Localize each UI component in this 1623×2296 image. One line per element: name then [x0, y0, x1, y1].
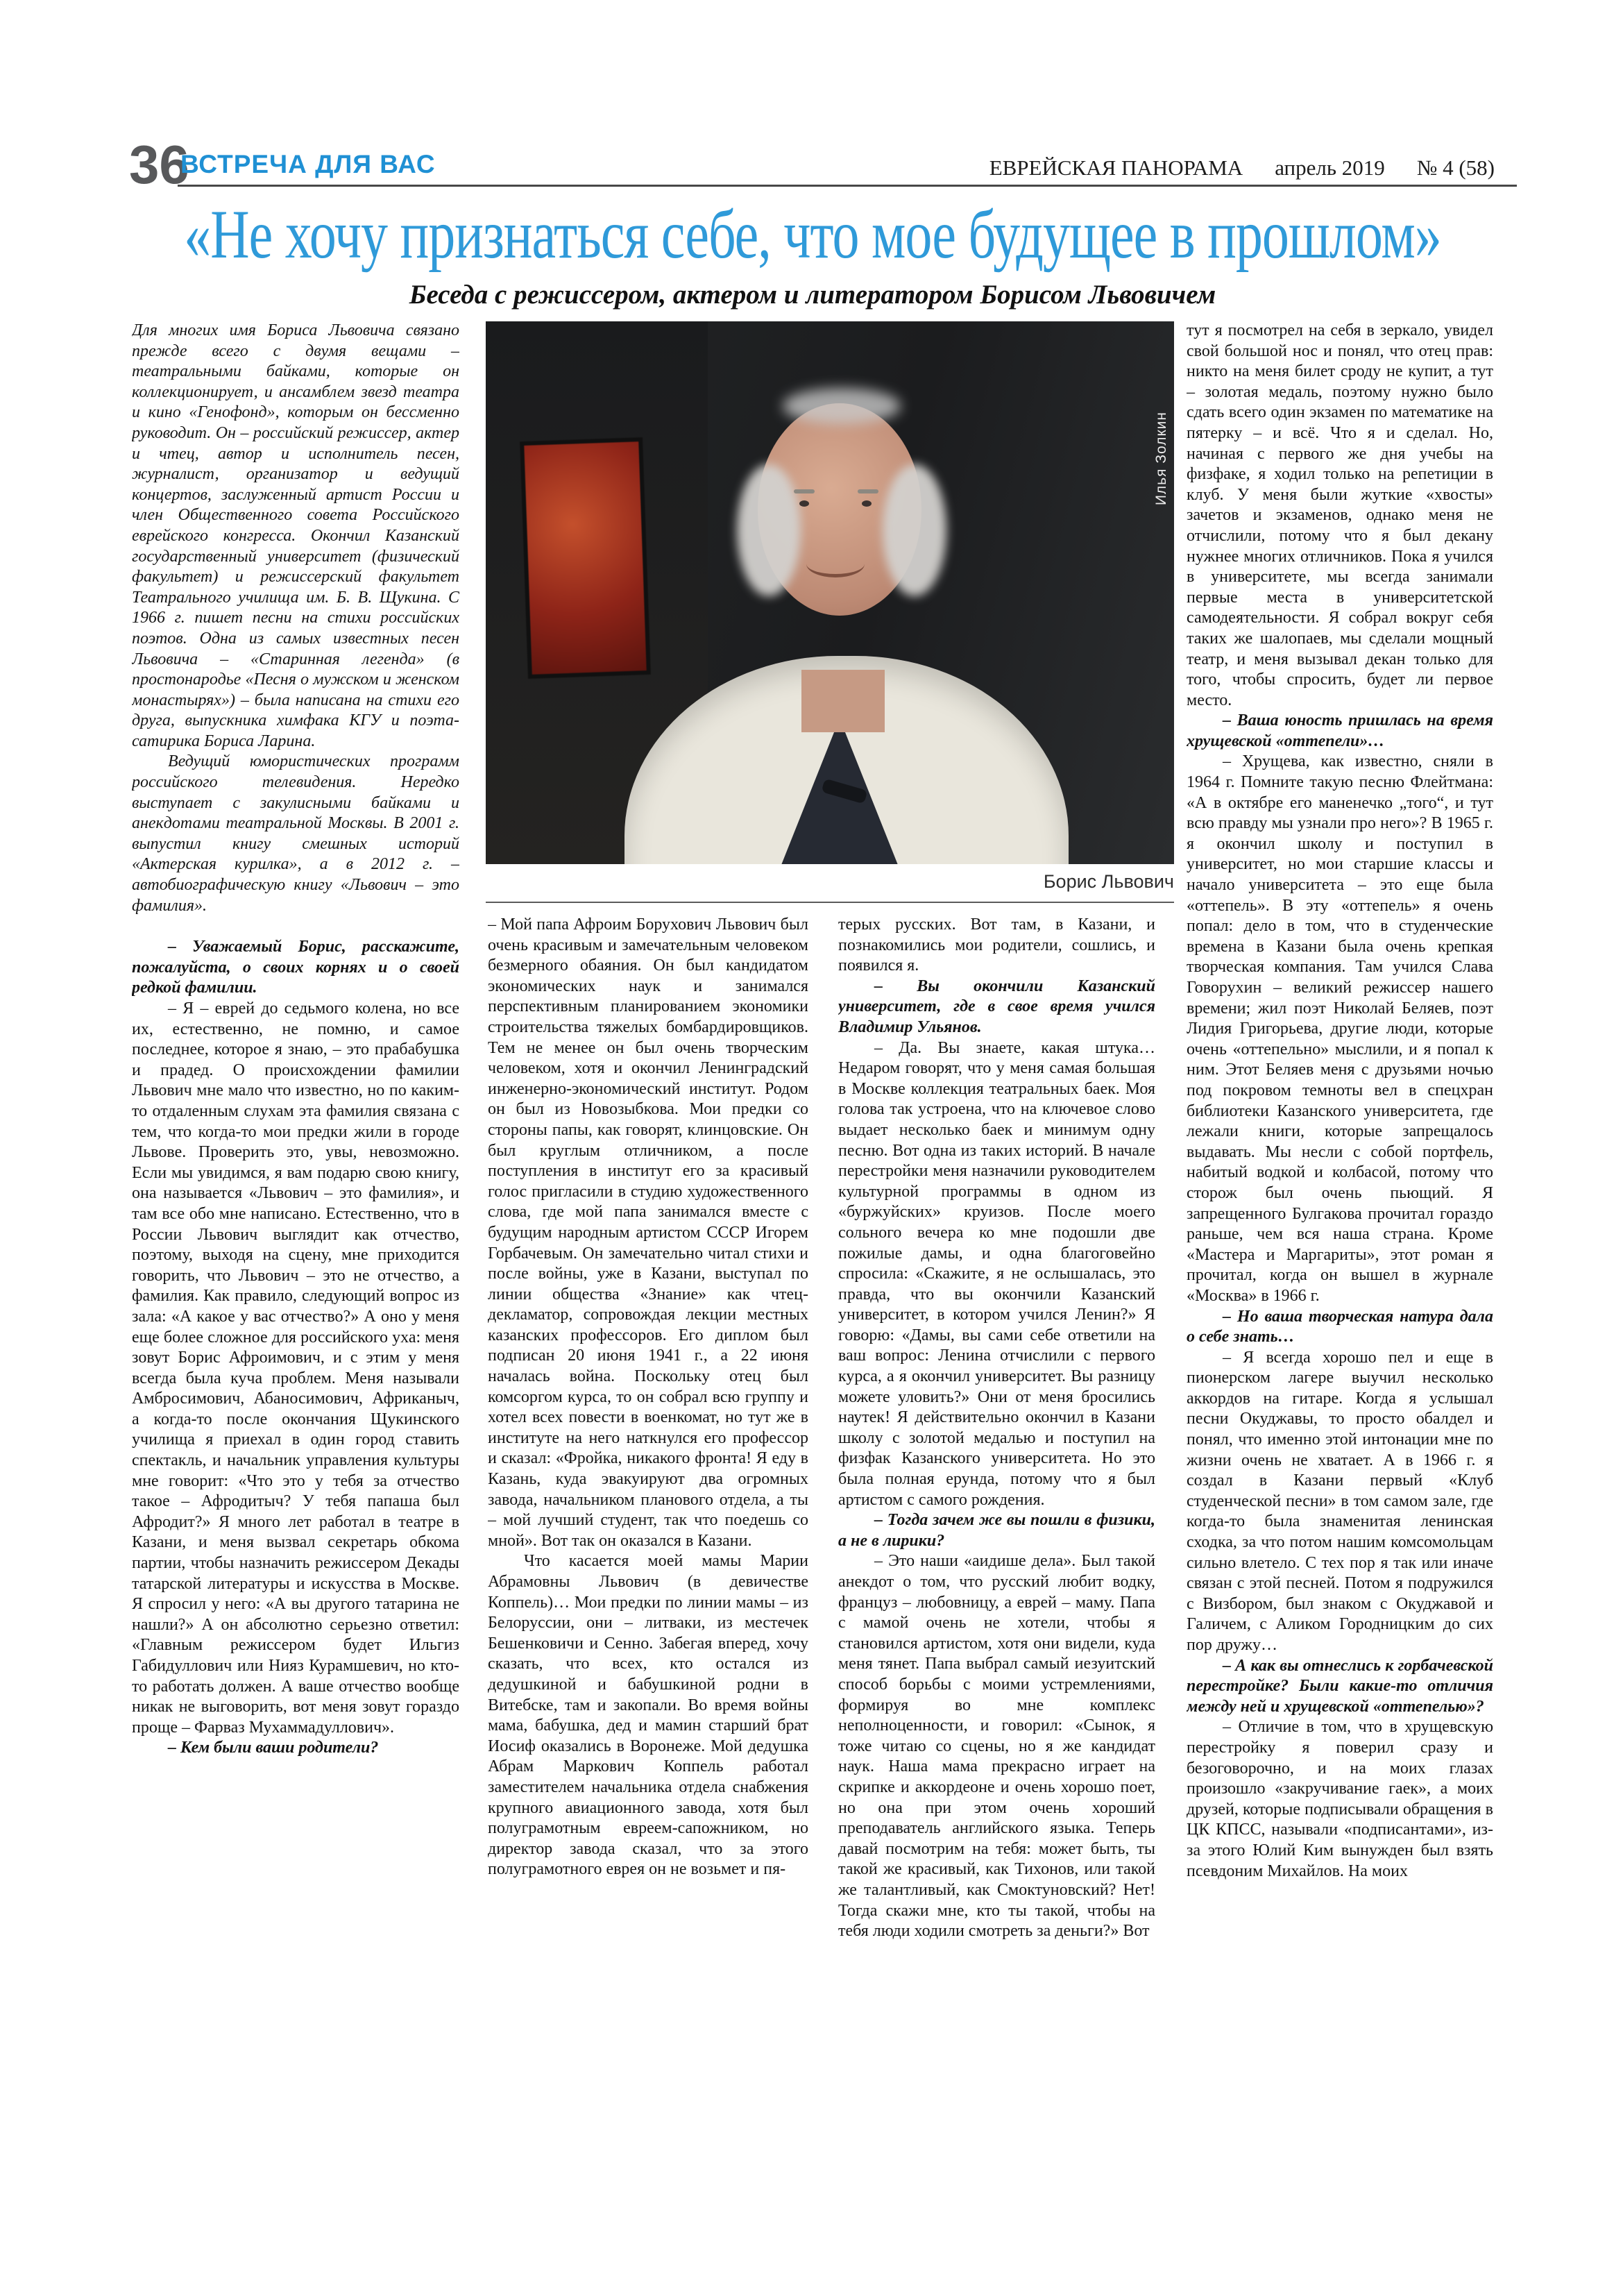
paragraph: – Отличие в том, что в хрущевскую перестройку я поверил сразу и безоговорочно, и на моих глазах произошло «закручивание гаек», а моих друзей, которые подписывали обращения в ЦК КПСС, называли «подписантами», из-за этого Юлий Ким вынужден был взять псевдоним Михайлов. На моих [1187, 1718, 1493, 1880]
photo-painting [520, 437, 651, 679]
paragraph: – Кем были ваши родители? [168, 1739, 379, 1757]
header-rule [178, 185, 1517, 187]
headline: «Не хочу признаться себе, что мое будущее в прошлом» [184, 195, 1441, 273]
paragraph: – Ваша юность пришлась на время хрущевской «оттепели»… [1187, 711, 1493, 750]
text-column-4 [1187, 321, 1493, 2156]
photo-eye [862, 500, 872, 507]
photo-credit: Илья Золкин [1153, 412, 1169, 506]
paragraph: – Хрущева, как известно, сняли в 1964 г. Помните такую песню Флейтмана: «А в октябре его маненечко „того“, и тут всю правду мы узнали про него»? В 1965 г. я окончил школу и поступил в университет, но мои старшие классы и начало университета – это еще была «оттепель». В эту «оттепель» я очень попал: дело в том, что в студенческие времена в Казани была очень крепкая творческая компания. Там учился Слава Говорухин – великий режиссер нашего времени; жил поэт Николай Беляев, поэт Лидия Григорьева, другие люди, которые очень «оттепельно» мыслили, и я попал к ним. Этот Беляев меня с друзьями ночью под покровом темноты вел в спецхран библиотеки Казанского университета, где лежали книги, которые запрещалось выдавать. Мы несли с собой портфель, набитый водкой и колбасой, потому что сторож был очень пьющий. Я запрещенного Булгакова прочитал гораздо раньше, чем вся наша страна. Кроме «Мастера и Маргариты», этот роман я прочитал, когда он вышел в журнале «Москва» в 1966 г. [1187, 752, 1493, 1305]
paragraph: Ведущий юмористических программ российского телевидения. Нередко выступает с закулисными байками и анекдотами театральной Москвы. В 2001 г. выпустил книгу смешных историй «Актерская курилка», а в 2012 г. – автобиографическую книгу «Львович – это фамилия». [132, 752, 459, 915]
photo-caption: Борис Львович [1043, 870, 1174, 892]
issue-date: апрель 2019 [1275, 155, 1385, 180]
subtitle: Беседа с режиссером, актером и литератором Борисом Львовичем [409, 280, 1216, 310]
paragraph: – Но ваша творческая натура дала о себе знать… [1187, 1307, 1493, 1347]
paragraph: терых русских. Вот там, в Казани, и познакомились мои родители, сошлись, и появился я. [838, 915, 1155, 975]
photo-eyebrow [794, 489, 815, 493]
photo-figure [486, 321, 1174, 903]
photo-hair [883, 464, 946, 596]
masthead: ЕВРЕЙСКАЯ ПАНОРАМА [989, 155, 1243, 180]
paragraph: тут я посмотрел на себя в зеркало, увидел свой большой нос и понял, что отец прав: никто на меня билет сроду не купит, а тут – золотая медаль, поэтому нужно было сдать всего один экзамен по математике на пятерку – и всё. Что я и сделал. Но, начиная с первого же дня учебы на физфаке, я ходил только на репетиции в клуб. У меня были жуткие «хвосты» зачетов и экзаменов, однако меня не отчислили, потому что я был декану нужнее многих отличников. Пока я учился в университете, мы всегда занимали первые места в университетской самодеятельности. Я собрал вокруг себя таких же шалопаев, мы сделали мощный театр, и меня вызывал декан только для того, чтобы спросить, будет ли первое место. [1187, 321, 1493, 709]
paragraph: – Да. Вы знаете, какая штука… Недаром говорят, что у меня самая большая в Москве коллекция театральных баек. Моя голова так устроена, что на ключевое слово выдает несколько баек и минимум одну песню. Вот одна из таких историй. В начале перестройки меня назначили руководителем культурной программы в одном из «буржуйских» круизов. После моего сольного вечера ко мне подошли две пожилые дамы, и одна благоговейно спросила: «Скажите, я не ослышалась, это правда, что вы окончили Казанский университет, в котором учился Ленин?» Я говорю: «Дамы, вы сами себе ответили на ваш вопрос: Ленина отчислили с первого курса, а я окончил университет. Вы разницу можете уловить?» Они от меня бросились наутек! Я действительно окончил в Казани школу с золотой медалью и поступил на физфак Казанского университета. Но это была полная ерунда, потому что я был артистом с самого рождения. [838, 1038, 1155, 1509]
photo-hair [737, 464, 801, 596]
photo-eyebrow [858, 489, 878, 493]
masthead-line [989, 155, 1495, 180]
text-column-2 [488, 915, 808, 2157]
paragraph: – Вы окончили Казанский университет, где в свое время учился Владимир Ульянов. [838, 977, 1155, 1036]
paragraph: – Я всегда хорошо пел и еще в пионерском лагере выучил несколько аккордов на гитаре. Когда я услышал песни Окуджавы, то просто обалдел и понял, что именно этой интонации мне по жизни очень не хватает. А в 1966 г. я создал в Казани первый «Клуб студенческой песни» в том самом зале, где когда-то была знаменитая ленинская сходка, за что потом нашим комсомольцам сильно влетело. С тех пор я так или иначе связан с этой песней. Потом я подружился с Визбором, был знаком с Окуджавой и Галичем, с Аликом Городницким до сих пор дружу… [1187, 1348, 1493, 1654]
photo-smile [806, 550, 865, 577]
paragraph: – Я – еврей до седьмого колена, но все их, естественно, не помню, и самое последнее, которое я знаю, – это прабабушка и прадед. О происхождении фамилии Львович мне мало что известно, но по каким-то отдаленным слухам эта фамилия связана с тем, что когда-то мои предки жили в городе Львове. Проверить это, увы, невозможно. Если мы увидимся, я вам подарю свою книгу, она называется «Львович – это фамилия», и там все обо мне написано. Естественно, что в России Львович выглядит как отчество, поэтому, выходя на сцену, мне приходится говорить, что Львович – это не отчество, а фамилия. Как правило, следующий вопрос из зала: «А какое у вас отчество?» А оно у меня еще более сложное для российского уха: меня зовут Борис Афроимович, и с этим у меня всегда была куча проблем. Меня называли Амбросимович, Абаносимович, Африканыч, а когда-то после окончания Щукинского училища я приехал в один город ставить спектакль, и начальник управления культуры мне говорит: «Что это у тебя за отчество такое – Афродитыч? У тебя папаша был Афродит?» Я много лет работал в театре в Казани, и меня вызвал секретарь обкома партии, чтобы назначить режиссером Декады татарской литературы и искусства в Москве. Я спросил у него: «А вы другого татарина не нашли?» А он абсолютно серьезно ответил: «Главным режиссером будет Ильгиз Габидуллович или Нияз Курамшевич, но кто-то работать должен. А ваше отчество вообще никак не выговорить, вот меня зовут гораздо проще – Фарваз Мухаммадуллович». [132, 999, 459, 1737]
paragraph: – Мой папа Афроим Борухович Львович был очень красивым и замечательным человеком безмерного обаяния. Он был кандидатом экономических наук и занимался перспективным планированием экономики строительства тяжелых бомбардировщиков. Тем не менее он был очень творческим человеком, хотя и окончил Ленинградский инженерно-экономический институт. Родом он был из Новозыбкова. Мои предки со стороны папы, как говорят, клинцовские. Он был круглым отличником, а после поступления в институт его за красивый голос пригласили в студию художественного слова, где мой папа занимался вместе с будущим народным артистом СССР Игорем Горбачевым. Он замечательно читал стихи и после войны, уже в Казани, выступал по линии общества «Знание» как чтец-декламатор, сопровождая лекции местных казанских профессоров. Его диплом был подписан 20 июня 1941 г., а 22 июня началась война. Поскольку отец был комсоргом курса, то он собрал всю группу и хотел всех повести в военкомат, но тут же в институте на него наткнулся его профессор и сказал: «Фройка, никакого фронта! Я еду в Казань, куда эвакуируют два огромных завода, начальником планового отдела, а ты – мой лучший студент, так что поедешь со мной». Вот так он оказался в Казани. [488, 915, 808, 1550]
photo-eye [799, 500, 809, 507]
page-content [129, 134, 1495, 2159]
paragraph: – Тогда зачем же вы пошли в физики, а не в лирики? [838, 1511, 1155, 1550]
paragraph: – Уважаемый Борис, расскажите, пожалуйста, о своих корнях и о своей редкой фамилии. [132, 938, 459, 997]
portrait-photo [486, 321, 1174, 864]
text-column-1 [132, 321, 459, 2156]
paragraph: Для многих имя Бориса Львовича связано прежде всего с двумя вещами – театральными байками, которые он коллекционирует, и ансамблем звезд театра и кино «Генофонд», которым он бессменно руководит. Он – российский режиссер, актер и чтец, автор и исполнитель песен, журналист, организатор и ведущий концертов, заслуженный артист России и член Общественного совета Российского еврейского конгресса. Окончил Казанский государственный университет (физический факультет) и режиссерский факультет Театрального училища им. Б. В. Щукина. С 1966 г. пишет песни на стихи российских поэтов. Одна из самых известных песен Львовича – «Старинная легенда» (в простонародье «Песня о мужском и женском монастырях») – была написана на стихи его друга, выпускника химфака КГУ и поэта-сатирика Бориса Ларина. [132, 321, 459, 750]
paragraph: Что касается моей мамы Марии Абрамовны Львович (в девичестве Коппель)… Мои предки по линии мамы – из Белоруссии, они – литваки, из местечек Бешенковичи и Сенно. Забегая вперед, хочу сказать, что всех, кто остался из дедушкиной и бабушкиной родни в Витебске, там и закопали. Во время войны мама, бабушка, дед и мамин старший брат Иосиф оказались в Воронеже. Мой дедушка Абрам Маркович Коппель работал заместителем начальника отдела снабжения крупного авиационного завода, хотя был полуграмотным евреем-сапожником, но директор завода сказал, что за этого полуграмотного еврея он не возьмет и пя- [488, 1552, 808, 1879]
page-number: 36 [129, 134, 189, 195]
photo-hair [783, 388, 901, 424]
section-title: ВСТРЕЧА ДЛЯ ВАС [180, 150, 436, 178]
photo-neck [801, 670, 885, 732]
paragraph: – Это наши «аидише дела». Был такой анекдот о том, что русский любит водку, француз – любовницу, а еврей – маму. Папа с мамой очень не хотели, чтобы я становился артистом, хотя они видели, куда меня тянет. Папа выбрал самый иезуитский способ борьбы с моими устремлениями, формируя во мне комплекс неполноценности, и говорил: «Сынок, я тоже читаю со сцены, но я же кандидат наук. Наша мама прекрасно играет на скрипке и аккордеоне и очень хорошо поет, но она при этом очень хороший преподаватель английского языка. Теперь давай посмотрим на тебя: может быть, ты такой же красивый, как Тихонов, или такой же талантливый, как Смоктуновский? Нет! Тогда скажи мне, кто ты такой, чтобы на тебя люди ходили смотреть за деньги?» Вот [838, 1552, 1155, 1941]
text-column-3 [838, 915, 1155, 2157]
issue-number: № 4 (58) [1416, 155, 1495, 180]
page-header [129, 134, 1495, 195]
paragraph: – А как вы отнеслись к горбачевской перестройке? Были какие-то отличия между ней и хрущевской «оттепелью»? [1187, 1656, 1493, 1716]
